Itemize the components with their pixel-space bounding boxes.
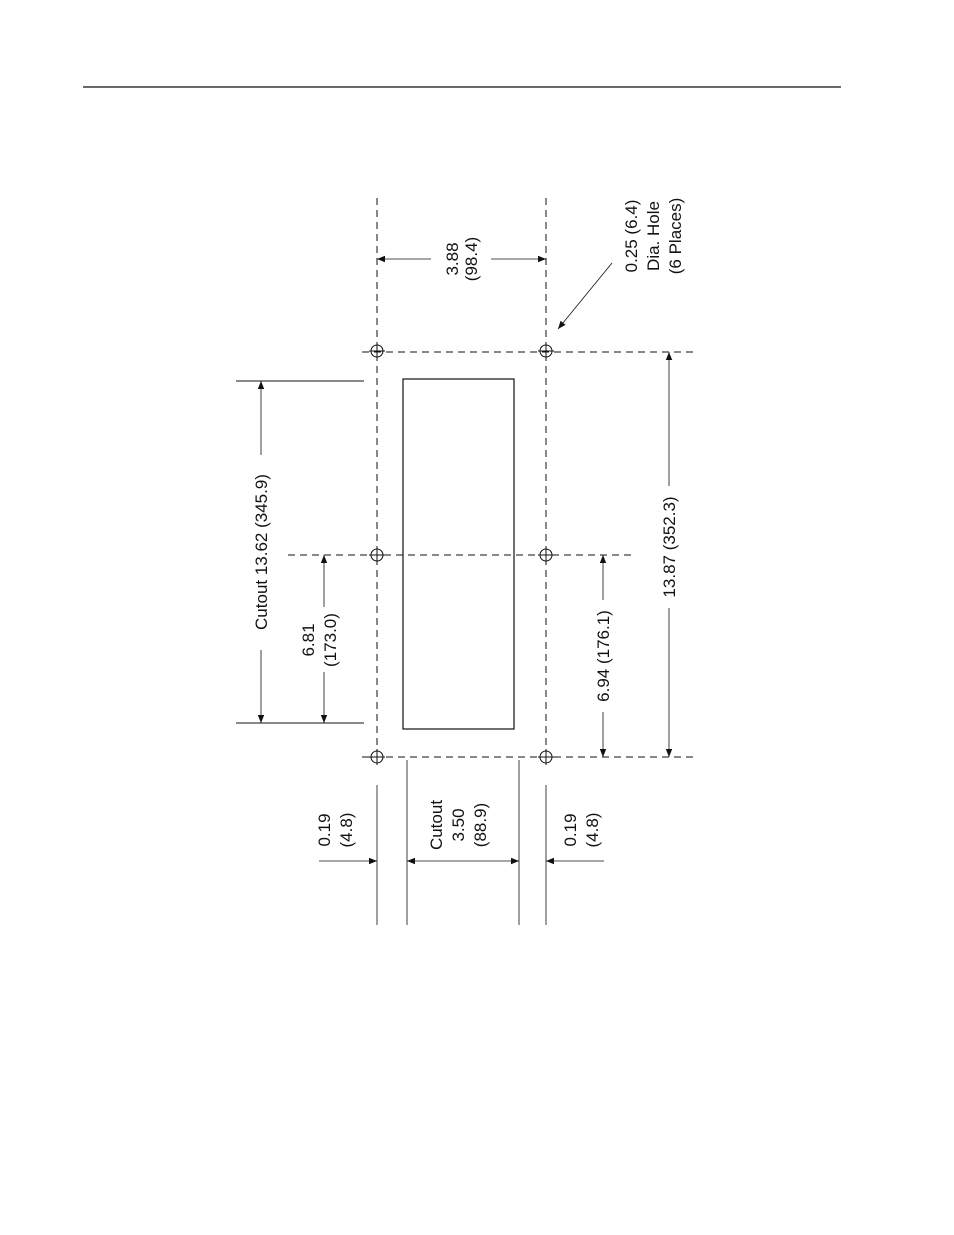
left-margin-metric: (4.8) <box>337 812 356 848</box>
overall-height-text: 13.87 (352.3) <box>660 496 679 598</box>
left-half-value: 6.81 <box>299 623 318 657</box>
left-half-metric: (173.0) <box>321 613 340 667</box>
right-margin-metric: (4.8) <box>583 812 602 848</box>
hole-bottom-left-icon <box>369 749 385 765</box>
hole-places-text: (6 Places) <box>666 197 685 275</box>
hole-mid-right-icon <box>538 547 554 563</box>
cutout-width-metric: (88.9) <box>471 802 490 848</box>
hole-mid-left-icon <box>369 547 385 563</box>
top-width-value: 3.88 <box>443 242 462 276</box>
hole-bottom-right-icon <box>538 749 554 765</box>
hole-dia-text: Dia. Hole <box>644 201 663 271</box>
hole-leader <box>558 263 612 329</box>
cutout-rectangle <box>403 379 514 729</box>
right-half-text: 6.94 (176.1) <box>594 610 613 702</box>
hole-top-right-icon <box>538 343 554 359</box>
right-margin-value: 0.19 <box>561 813 580 847</box>
cutout-width-value: 3.50 <box>449 808 468 842</box>
hole-size-text: 0.25 (6.4) <box>622 199 641 273</box>
top-width-metric: (98.4) <box>462 236 481 282</box>
hole-top-left-icon <box>369 343 385 359</box>
cutout-width-label: Cutout <box>427 799 446 851</box>
left-margin-value: 0.19 <box>315 813 334 847</box>
cutout-height-text: Cutout 13.62 (345.9) <box>252 474 271 630</box>
